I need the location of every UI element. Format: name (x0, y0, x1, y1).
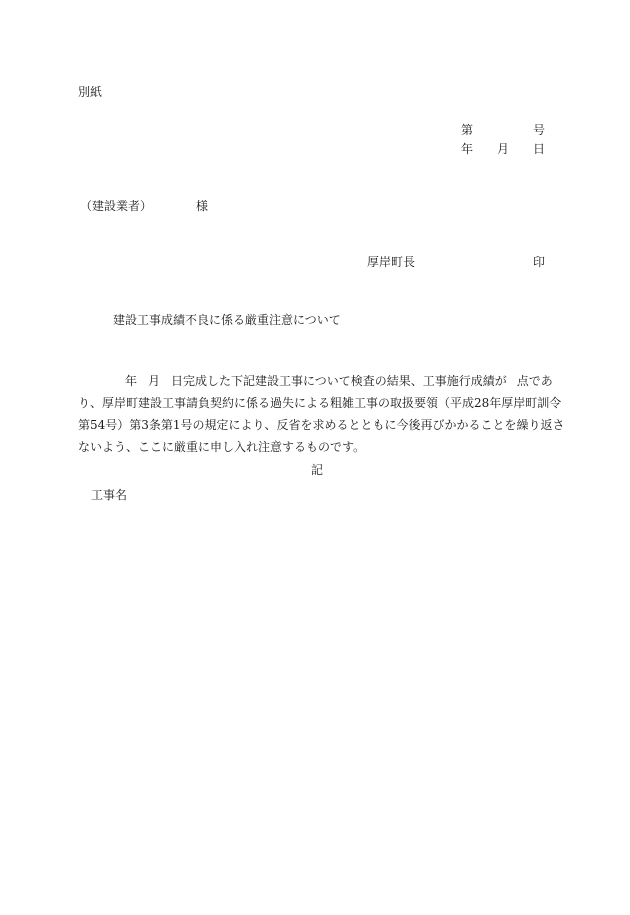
seal: 印 (533, 255, 546, 269)
issuer-line (367, 256, 545, 268)
item-label: 工事名 (91, 488, 128, 502)
addressee-line (80, 200, 208, 212)
document-date (461, 143, 545, 155)
honorific: 様 (196, 199, 209, 213)
date-day: 日 (533, 142, 546, 156)
body-line-3: 第54号）第3条第1号の規定により、反省を求めるとともに今後再びかかることを繰り返さ (78, 418, 565, 432)
document-number (461, 124, 545, 136)
number-suffix: 号 (533, 123, 546, 137)
body-line-1: 年 月 日完成した下記建設工事について検査の結果、工事施行成績が 点であ (125, 374, 553, 388)
body-line-4: ないよう、ここに厳重に申し入れ注意するものです。 (78, 440, 366, 454)
body-line-2: り、厚岸町建設工事請負契約に係る過失による粗雑工事の取扱要領（平成28年厚岸町訓令 (78, 396, 562, 410)
addressee: （建設業者） (80, 199, 153, 213)
issuer: 厚岸町長 (367, 255, 416, 269)
body-text (78, 370, 565, 458)
document-title: 建設工事成績不良に係る厳重注意について (113, 313, 341, 327)
record-heading: 記 (311, 463, 324, 477)
date-month: 月 (497, 142, 510, 156)
attachment-label: 別紙 (78, 85, 103, 99)
date-year: 年 (461, 142, 474, 156)
number-prefix: 第 (461, 123, 474, 137)
